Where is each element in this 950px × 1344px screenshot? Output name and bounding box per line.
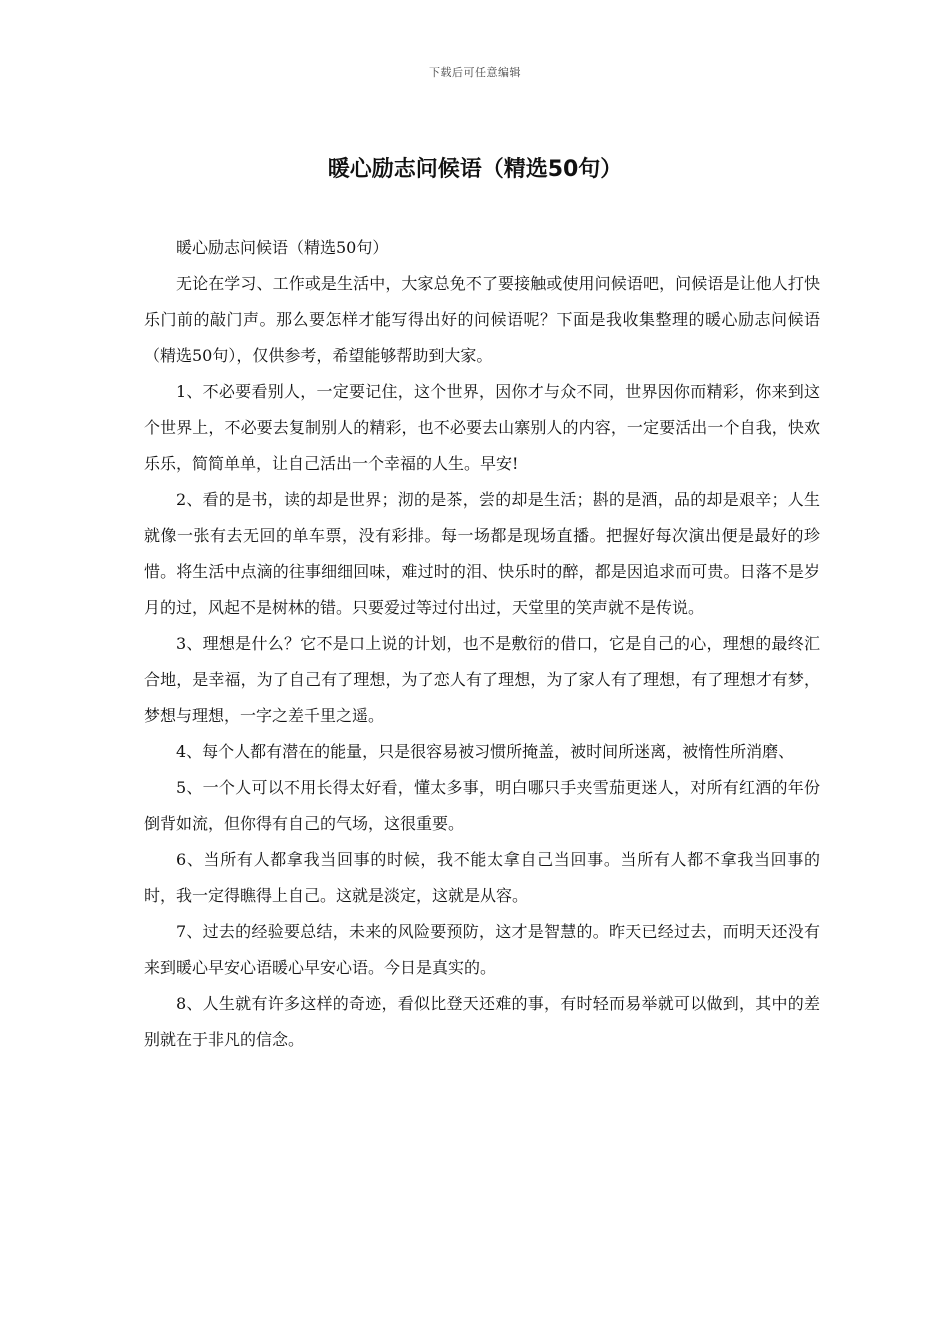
body-paragraph-5: 5、一个人可以不用长得太好看，懂太多事，明白哪只手夹雪茄更迷人，对所有红酒的年份倒背如流，但你得有自己的气场，这很重要。 <box>144 778 820 833</box>
body-paragraph-intro: 无论在学习、工作或是生活中，大家总免不了要接触或使用问候语吧，问候语是让他人打快乐门前的敲门声。那么要怎样才能写得出好的问候语呢？下面是我收集整理的暖心励志问候语（精选50句），仅供参考，希望能够帮助到大家。 <box>144 274 820 365</box>
body-paragraph-7: 7、过去的经验要总结，未来的风险要预防，这才是智慧的。昨天已经过去，而明天还没有来到暖心早安心语暖心早安心语。今日是真实的。 <box>144 922 820 977</box>
body-paragraph-6: 6、当所有人都拿我当回事的时候，我不能太拿自己当回事。当所有人都不拿我当回事的时，我一定得瞧得上自己。这就是淡定，这就是从容。 <box>144 850 820 905</box>
body-paragraph-4: 4、每个人都有潜在的能量，只是很容易被习惯所掩盖，被时间所迷离，被惰性所消磨、 <box>176 742 795 761</box>
document-title: 暖心励志问候语（精选50句） <box>327 157 623 182</box>
document-body <box>144 230 820 1058</box>
header-note: 下载后可任意编辑 <box>429 66 521 79</box>
body-paragraph-2: 2、看的是书，读的却是世界；沏的是茶，尝的却是生活；斟的是酒，品的却是艰辛；人生就像一张有去无回的单车票，没有彩排。每一场都是现场直播。把握好每次演出便是最好的珍惜。将生活中点滴的往事细细回味，难过时的泪、快乐时的醉，都是因追求而可贵。日落不是岁月的过，风起不是树林的错。只要爱过等过付出过，天堂里的笑声就不是传说。 <box>144 490 820 617</box>
body-paragraph-intro-title: 暖心励志问候语（精选50句） <box>176 238 389 257</box>
body-paragraph-1: 1、不必要看别人，一定要记住，这个世界，因你才与众不同，世界因你而精彩，你来到这个世界上，不必要去复制别人的精彩，也不必要去山寨别人的内容，一定要活出一个自我，快欢乐乐，简简单单，让自己活出一个幸福的人生。早安! <box>144 382 820 473</box>
body-paragraph-3: 3、理想是什么？它不是口上说的计划，也不是敷衍的借口，它是自己的心，理想的最终汇合地，是幸福，为了自己有了理想，为了恋人有了理想，为了家人有了理想，有了理想才有梦，梦想与理想，一字之差千里之遥。 <box>144 634 820 725</box>
body-paragraph-8: 8、人生就有许多这样的奇迹，看似比登天还难的事，有时轻而易举就可以做到，其中的差别就在于非凡的信念。 <box>144 994 820 1049</box>
